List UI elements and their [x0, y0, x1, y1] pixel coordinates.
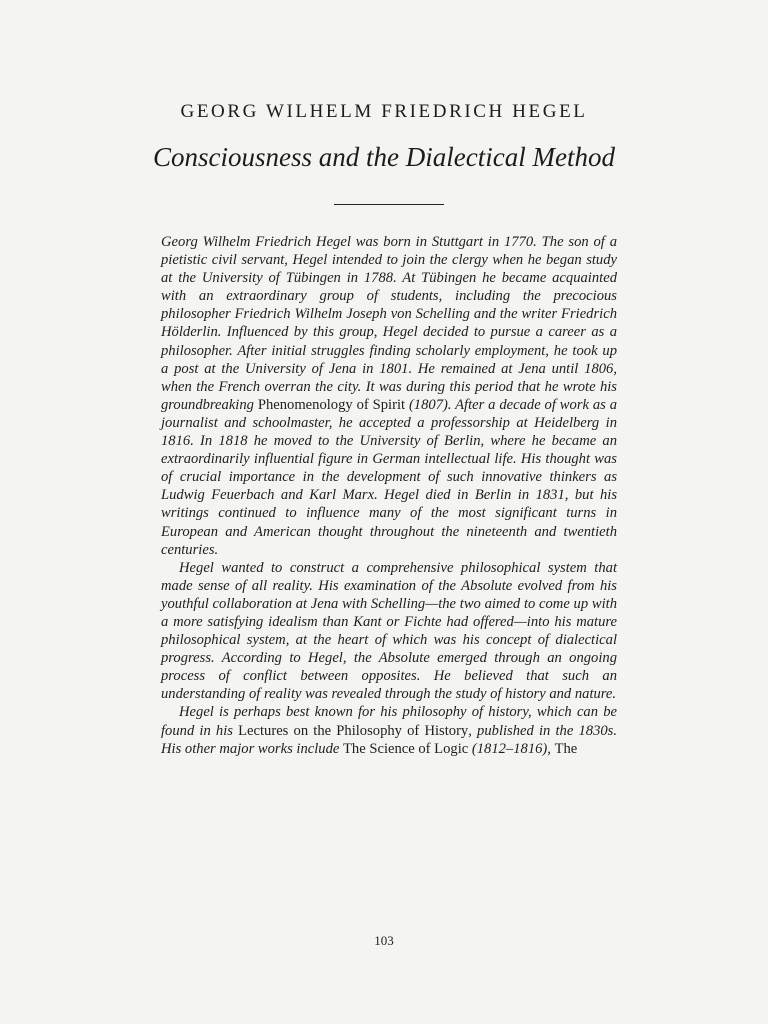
text-run: (1807). After a decade of work as a journalist and schoolmaster, he accepted a professorship at Heidelberg in 1816. In 1818 he moved to the University of Berlin, where he became an extraordinarily influential figure in German intellectual life. His thought was of crucial importance in the development of such innovative thinkers as Ludwig Feuerbach and Karl Marx. Hegel died in Berlin in 1831, but his writings continued to influence many of the most significant turns in European and American thought throughout the nineteenth and twentieth centuries.	[161, 396, 618, 558]
text-run: , published in the 1830s. His other major works include	[161, 722, 617, 757]
text-run: Hegel wanted to construct a comprehensive philosophical system that made sense of all reality. His examination of the Absolute evolved from his youthful collaboration at Jena with Schelling—the two aimed to come up with a more satisfying idealism than Kant or Fichte had offered—into his mature philosophical system, at the heart of which was his concept of dialectical progress. According to Hegel, the Absolute emerged through an ongoing process of conflict between opposites. He believed that such an understanding of reality was revealed through the study of history and nature.	[161, 559, 617, 703]
book-title-lectures: Lectures on the Philosophy of History	[238, 722, 469, 739]
text-run: Hegel is perhaps best known for his philosophy of history, which can be found in his	[161, 704, 617, 739]
text-run: (1812–1816),	[468, 740, 555, 757]
title-divider	[334, 204, 444, 205]
paragraph-1	[161, 233, 617, 559]
book-title-phenomenology: Phenomenology of Spirit	[257, 396, 406, 413]
page-number: 103	[374, 933, 394, 948]
introduction-text	[161, 233, 617, 758]
chapter-title: Consciousness and the Dialectical Method	[153, 142, 615, 172]
text-run: Georg Wilhelm Friedrich Hegel was born in Stuttgart in 1770. The son of a pietistic civil servant, Hegel intended to join the clergy when he began study at the University of Tübingen in 1788. At Tübingen he became acquainted with an extraordinary group of students, including the precocious philosopher Friedrich Wilhelm Joseph von Schelling and the writer Friedrich Hölderlin. Influenced by this group, Hegel decided to pursue a career as a philosopher. After initial struggles finding scholarly employment, he took up a post at the University of Jena in 1801. He remained at Jena until 1806, when the French overran the city. It was during this period that he wrote his groundbreaking	[161, 234, 617, 413]
paragraph-3	[161, 703, 617, 757]
paragraph-2	[161, 559, 617, 704]
chapter-author: GEORG WILHELM FRIEDRICH HEGEL	[180, 101, 588, 122]
book-title-logic: The Science of Logic	[343, 740, 469, 757]
text-run-roman: The	[554, 740, 578, 757]
